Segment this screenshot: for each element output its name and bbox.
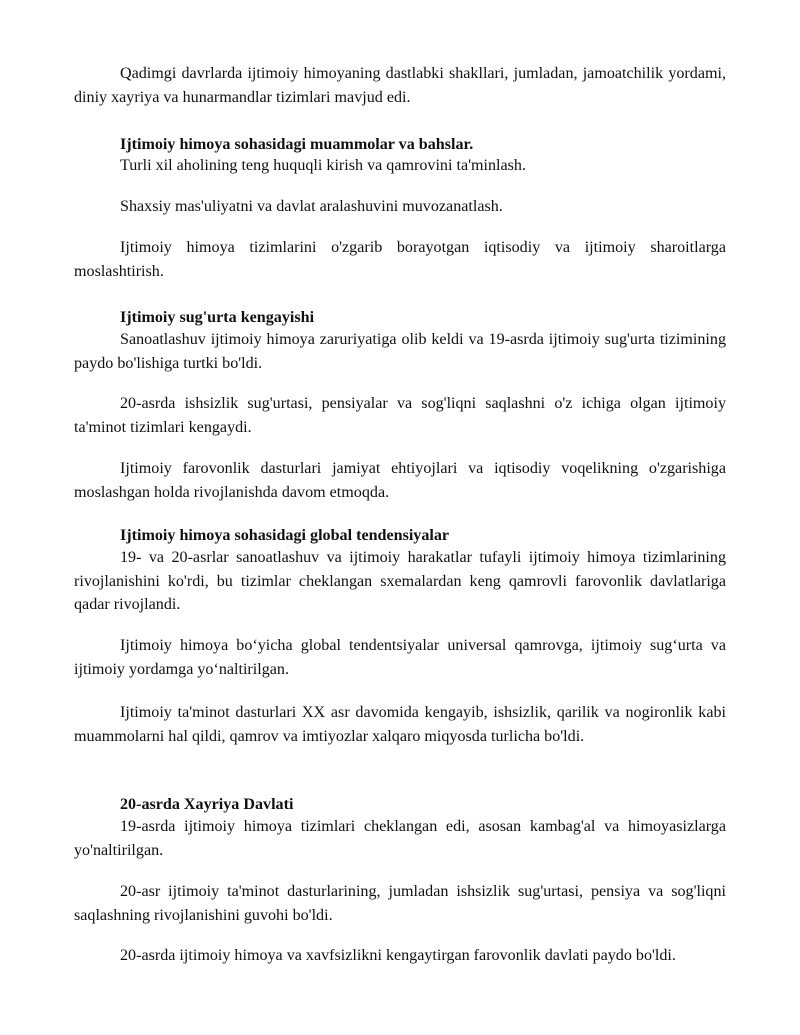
heading-welfare-state: 20-asrda Xayriya Davlati	[120, 796, 294, 813]
paragraph-20th-century-expansion: 20-asrda ishsizlik sug'urtasi, pensiyalar va sog'liqni saqlashni o'z ichiga olgan ijtimoiy ta'minot tizimlari kengaydi.	[74, 395, 726, 436]
paragraph-ancient-forms: Qadimgi davrlarda ijtimoiy himoyaning dastlabki shakllari, jumladan, jamoatchilik yordami, diniy xayriya va hunarmandlar tizimlari mavjud edi.	[74, 65, 726, 106]
paragraph-industrialization: Sanoatlashuv ijtimoiy himoya zaruriyatiga olib keldi va 19-asrda ijtimoiy sug'urta tizimining paydo bo'lishiga turtki bo'ldi.	[74, 331, 726, 372]
paragraph-19-20-centuries: 19- va 20-asrlar sanoatlashuv va ijtimoiy harakatlar tufayli ijtimoiy himoya tizimlarining rivojlanishini ko'rdi, bu tizimlar cheklangan sxemalardan keng qamrovli farovonlik davlatlariga qadar rivojlandi.	[74, 549, 726, 613]
paragraph-universal-coverage: Ijtimoiy himoya bo‘yicha global tendentsiyalar universal qamrovga, ijtimoiy sug‘urta va ijtimoiy yordamga yo‘naltirilgan.	[74, 637, 726, 678]
paragraph-adapting-systems: Ijtimoiy himoya tizimlarini o'zgarib borayotgan iqtisodiy va ijtimoiy sharoitlarga moslashtirish.	[74, 239, 726, 280]
paragraph-equal-access: Turli xil aholining teng huquqli kirish va qamrovini ta'minlash.	[120, 157, 526, 174]
heading-global-trends: Ijtimoiy himoya sohasidagi global tendensiyalar	[120, 527, 450, 544]
paragraph-limited-systems: 19-asrda ijtimoiy himoya tizimlari cheklangan edi, asosan kambag'al va himoyasizlarga yo'naltirilgan.	[74, 818, 726, 859]
paragraph-social-security-programs: Ijtimoiy ta'minot dasturlari XX asr davomida kengayib, ishsizlik, qarilik va nogironlik kabi muammolarni hal qildi, qamrov va imtiyozlar xalqaro miqyosda turlicha bo'ldi.	[74, 704, 726, 745]
document-page	[74, 0, 726, 1035]
paragraph-20th-century-programs: 20-asr ijtimoiy ta'minot dasturlarining, jumladan ishsizlik sug'urtasi, pensiya va sog'liqni saqlashning rivojlanishini guvohi bo'ldi.	[74, 883, 726, 924]
heading-social-insurance-expansion: Ijtimoiy sug'urta kengayishi	[120, 309, 315, 326]
heading-problems-and-debates: Ijtimoiy himoya sohasidagi muammolar va bahslar.	[120, 136, 474, 153]
paragraph-balancing-responsibility: Shaxsiy mas'uliyatni va davlat aralashuvini muvozanatlash.	[120, 198, 503, 215]
paragraph-welfare-programs: Ijtimoiy farovonlik dasturlari jamiyat ehtiyojlari va iqtisodiy voqelikning o'zgarishiga moslashgan holda rivojlanishda davom etmoqda.	[74, 460, 726, 501]
paragraph-welfare-state-emergence: 20-asrda ijtimoiy himoya va xavfsizlikni kengaytirgan farovonlik davlati paydo bo'ldi.	[120, 947, 676, 964]
